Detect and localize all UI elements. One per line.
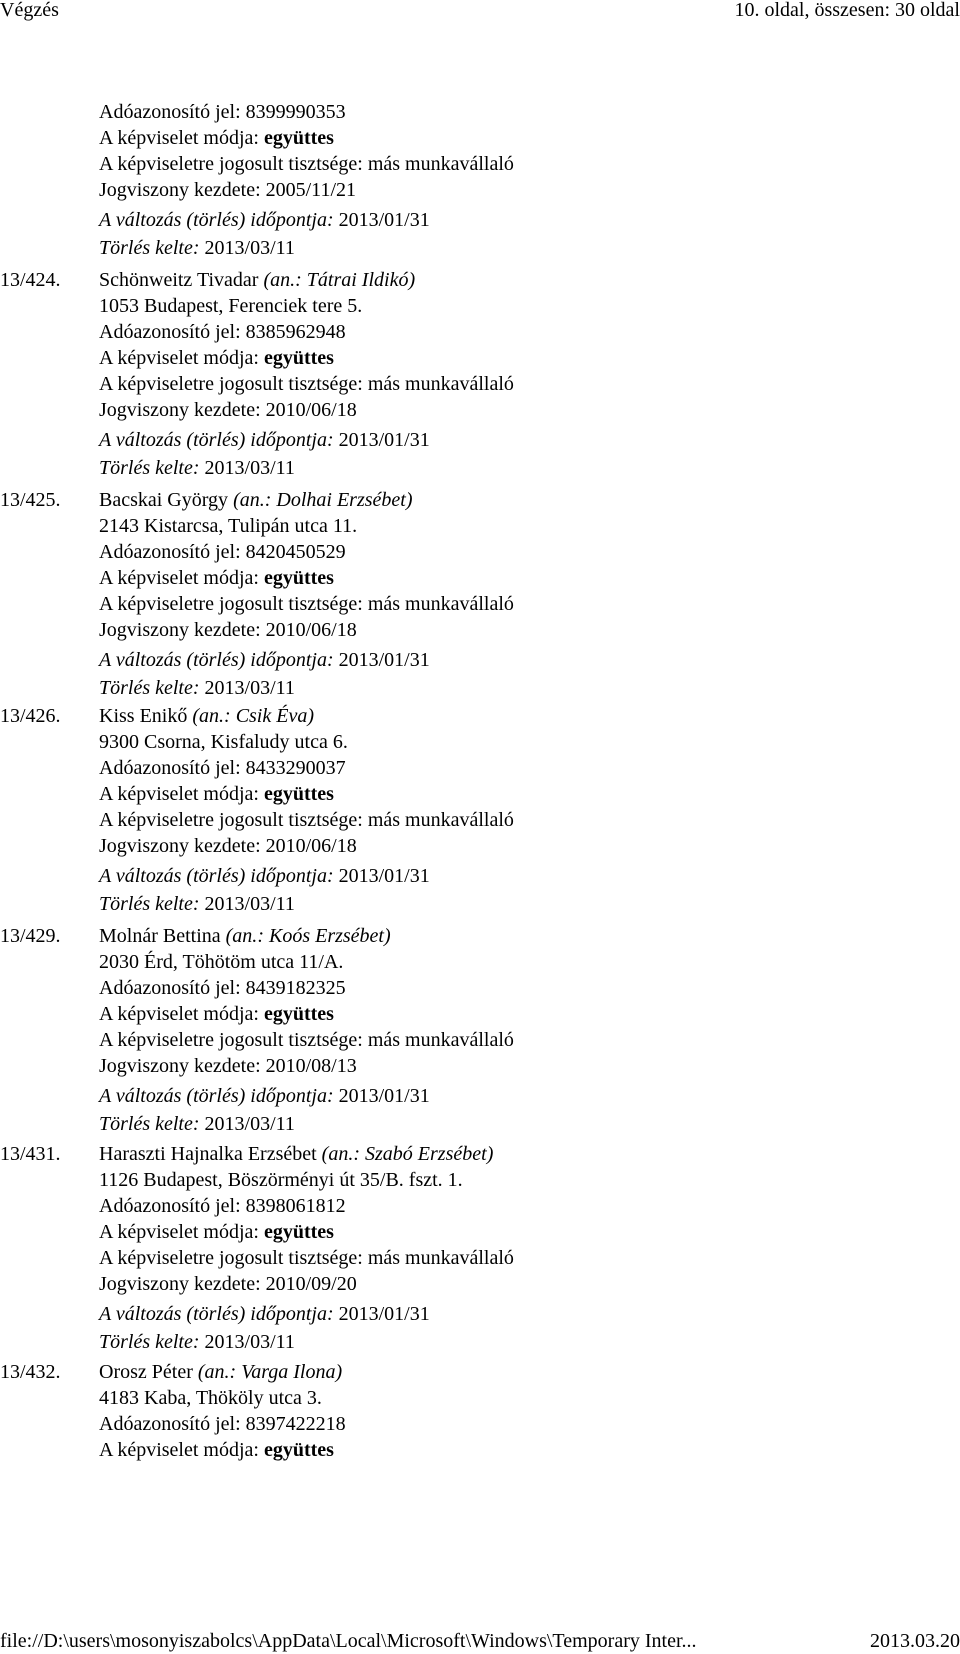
mother-colon: :: [229, 1361, 242, 1383]
mother-name-group: [226, 925, 391, 947]
deletion-date-line: [99, 894, 295, 914]
employment-start-line: [99, 1056, 357, 1076]
entry-name: Bacskai György: [99, 489, 229, 511]
tax-id-line: [99, 1196, 346, 1216]
tax-id-value: 8397422218: [245, 1413, 346, 1435]
mother-name: Csik Éva: [235, 705, 308, 727]
deletion-date-line: [99, 238, 295, 258]
entry-name: Kiss Enikő: [99, 705, 188, 727]
mother-close: ): [408, 269, 416, 291]
entry-address: 2143 Kistarcsa, Tulipán utca 11.: [99, 515, 358, 537]
rep-mode-line: [99, 1222, 334, 1242]
rep-mode-value: együttes: [263, 783, 334, 805]
tax-id-line: [99, 978, 346, 998]
deletion-date-label: Törlés kelte:: [99, 1113, 205, 1135]
mother-close: ): [486, 1143, 494, 1165]
tax-id-line: [99, 322, 346, 342]
employment-start-label: Jogviszony kezdete:: [99, 179, 266, 201]
change-time-line: [99, 1086, 430, 1106]
tax-id-line: [99, 542, 346, 562]
change-time-line: [99, 650, 430, 670]
entry-address: 9300 Csorna, Kisfaludy utca 6.: [99, 731, 348, 753]
entry-name: Molnár Bettina: [99, 925, 221, 947]
entry-name-line: [99, 270, 415, 290]
employment-start-line: [99, 836, 357, 856]
page-header-pagination: 10. oldal, összesen: 30 oldal: [734, 0, 960, 21]
change-time-line: [99, 1304, 430, 1324]
change-time-value: 2013/01/31: [338, 865, 430, 887]
mother-name-group: [322, 1143, 494, 1165]
employment-start-value: 2010/08/13: [265, 1055, 357, 1077]
rep-title-line: A képviseletre jogosult tisztsége: más munkavállaló: [99, 1247, 514, 1269]
mother-close: ): [335, 1361, 343, 1383]
mother-prefix: (an.: [197, 1361, 230, 1383]
tax-id-label: Adóazonosító jel:: [99, 101, 246, 123]
rep-mode-line: [99, 1440, 334, 1460]
mother-close: ): [405, 489, 413, 511]
change-time-line: [99, 210, 430, 230]
entry-address: 1053 Budapest, Ferenciek tere 5.: [99, 295, 363, 317]
entry-name-line: [99, 706, 314, 726]
tax-id-line: [99, 102, 346, 122]
mother-name-group: [198, 1361, 342, 1383]
mother-colon: :: [224, 705, 236, 727]
rep-mode-line: [99, 348, 334, 368]
employment-start-line: [99, 400, 357, 420]
entry-name-line: [99, 1144, 493, 1164]
rep-title-line: A képviseletre jogosult tisztsége: más munkavállaló: [99, 373, 514, 395]
deletion-date-line: [99, 678, 295, 698]
tax-id-label: Adóazonosító jel:: [99, 541, 246, 563]
employment-start-value: 2010/06/18: [265, 835, 357, 857]
mother-colon: :: [257, 925, 269, 947]
page-footer-date: 2013.03.20: [870, 1630, 960, 1652]
tax-id-line: [99, 1414, 346, 1434]
rep-mode-label: A képviselet módja:: [99, 567, 264, 589]
change-time-value: 2013/01/31: [338, 209, 430, 231]
rep-mode-value: együttes: [263, 1439, 334, 1461]
deletion-date-value: 2013/03/11: [204, 893, 295, 915]
entry-number: 13/432.: [0, 1361, 61, 1383]
entry-number: 13/431.: [0, 1143, 61, 1165]
rep-mode-line: [99, 128, 334, 148]
rep-mode-label: A képviselet módja:: [99, 1003, 264, 1025]
tax-id-value: 8433290037: [245, 757, 346, 779]
deletion-date-value: 2013/03/11: [204, 457, 295, 479]
change-time-line: [99, 866, 430, 886]
tax-id-value: 8439182325: [245, 977, 346, 999]
rep-mode-label: A képviselet módja:: [99, 347, 264, 369]
change-time-line: [99, 430, 430, 450]
tax-id-value: 8399990353: [245, 101, 346, 123]
rep-title-line: A képviseletre jogosult tisztsége: más munkavállaló: [99, 153, 514, 175]
tax-id-label: Adóazonosító jel:: [99, 757, 246, 779]
deletion-date-label: Törlés kelte:: [99, 457, 205, 479]
rep-mode-value: együttes: [263, 127, 334, 149]
change-time-label: A változás (törlés) időpontja:: [99, 429, 339, 451]
mother-name-group: [263, 269, 415, 291]
rep-mode-line: [99, 784, 334, 804]
rep-mode-label: A képviselet módja:: [99, 1439, 264, 1461]
deletion-date-label: Törlés kelte:: [99, 893, 205, 915]
change-time-label: A változás (törlés) időpontja:: [99, 1303, 339, 1325]
entry-address: 2030 Érd, Töhötöm utca 11/A.: [99, 951, 344, 973]
tax-id-value: 8385962948: [245, 321, 346, 343]
tax-id-value: 8398061812: [245, 1195, 346, 1217]
entry-name: Schönweitz Tivadar: [99, 269, 259, 291]
employment-start-value: 2010/09/20: [265, 1273, 357, 1295]
employment-start-label: Jogviszony kezdete:: [99, 1055, 266, 1077]
mother-name: Szabó Erzsébet: [365, 1143, 487, 1165]
tax-id-label: Adóazonosító jel:: [99, 1413, 246, 1435]
entry-name: Orosz Péter: [99, 1361, 193, 1383]
deletion-date-label: Törlés kelte:: [99, 677, 205, 699]
rep-title-line: A képviseletre jogosult tisztsége: más munkavállaló: [99, 809, 514, 831]
mother-prefix: (an.: [321, 1143, 354, 1165]
change-time-value: 2013/01/31: [338, 1303, 430, 1325]
tax-id-line: [99, 758, 346, 778]
deletion-date-label: Törlés kelte:: [99, 1331, 205, 1353]
deletion-date-line: [99, 1332, 295, 1352]
entry-number: 13/429.: [0, 925, 61, 947]
mother-prefix: (an.: [233, 489, 265, 511]
rep-mode-value: együttes: [263, 347, 334, 369]
deletion-date-line: [99, 1114, 295, 1134]
employment-start-line: [99, 1274, 357, 1294]
page-footer-path: file://D:\users\mosonyiszabolcs\AppData\Local\Microsoft\Windows\Temporary Inter...: [0, 1630, 697, 1652]
change-time-label: A változás (törlés) időpontja:: [99, 1085, 339, 1107]
tax-id-label: Adóazonosító jel:: [99, 1195, 246, 1217]
change-time-value: 2013/01/31: [338, 1085, 430, 1107]
tax-id-label: Adóazonosító jel:: [99, 977, 246, 999]
rep-mode-value: együttes: [263, 567, 334, 589]
change-time-label: A változás (törlés) időpontja:: [99, 865, 339, 887]
entry-address: 4183 Kaba, Thököly utca 3.: [99, 1387, 322, 1409]
mother-colon: :: [295, 269, 307, 291]
employment-start-value: 2005/11/21: [265, 179, 356, 201]
mother-colon: :: [353, 1143, 366, 1165]
entry-name: Haraszti Hajnalka Erzsébet: [99, 1143, 317, 1165]
rep-title-line: A képviseletre jogosult tisztsége: más munkavállaló: [99, 593, 514, 615]
change-time-label: A változás (törlés) időpontja:: [99, 209, 339, 231]
rep-mode-value: együttes: [263, 1003, 334, 1025]
employment-start-label: Jogviszony kezdete:: [99, 399, 266, 421]
mother-prefix: (an.: [192, 705, 225, 727]
entry-address: 1126 Budapest, Böszörményi út 35/B. fszt. 1.: [99, 1169, 463, 1191]
entry-number: 13/426.: [0, 705, 61, 727]
mother-close: ): [383, 925, 391, 947]
deletion-date-line: [99, 458, 295, 478]
employment-start-label: Jogviszony kezdete:: [99, 1273, 266, 1295]
entry-number: 13/424.: [0, 269, 61, 291]
mother-name: Tátrai Ildikó: [306, 269, 409, 291]
deletion-date-value: 2013/03/11: [204, 677, 295, 699]
employment-start-value: 2010/06/18: [265, 619, 357, 641]
mother-colon: :: [264, 489, 277, 511]
mother-close: ): [307, 705, 315, 727]
entry-name-line: [99, 1362, 342, 1382]
employment-start-line: [99, 620, 357, 640]
rep-mode-line: [99, 1004, 334, 1024]
mother-name-group: [233, 489, 412, 511]
mother-name: Varga Ilona: [241, 1361, 336, 1383]
change-time-value: 2013/01/31: [338, 429, 430, 451]
rep-mode-label: A képviselet módja:: [99, 783, 264, 805]
mother-name: Dolhai Erzsébet: [276, 489, 406, 511]
rep-mode-label: A képviselet módja:: [99, 127, 264, 149]
rep-mode-line: [99, 568, 334, 588]
mother-name-group: [192, 705, 314, 727]
rep-mode-value: együttes: [263, 1221, 334, 1243]
employment-start-line: [99, 180, 356, 200]
tax-id-label: Adóazonosító jel:: [99, 321, 246, 343]
entry-name-line: [99, 490, 413, 510]
deletion-date-label: Törlés kelte:: [99, 237, 205, 259]
entry-number: 13/425.: [0, 489, 61, 511]
mother-name: Koós Erzsébet: [268, 925, 384, 947]
deletion-date-value: 2013/03/11: [204, 1113, 295, 1135]
deletion-date-value: 2013/03/11: [204, 1331, 295, 1353]
rep-mode-label: A képviselet módja:: [99, 1221, 264, 1243]
employment-start-label: Jogviszony kezdete:: [99, 619, 266, 641]
entry-name-line: [99, 926, 391, 946]
tax-id-value: 8420450529: [245, 541, 346, 563]
change-time-value: 2013/01/31: [338, 649, 430, 671]
mother-prefix: (an.: [225, 925, 258, 947]
employment-start-label: Jogviszony kezdete:: [99, 835, 266, 857]
rep-title-line: A képviseletre jogosult tisztsége: más munkavállaló: [99, 1029, 514, 1051]
deletion-date-value: 2013/03/11: [204, 237, 295, 259]
change-time-label: A változás (törlés) időpontja:: [99, 649, 339, 671]
employment-start-value: 2010/06/18: [265, 399, 357, 421]
mother-prefix: (an.: [263, 269, 296, 291]
page-header-title: Végzés: [0, 0, 59, 21]
